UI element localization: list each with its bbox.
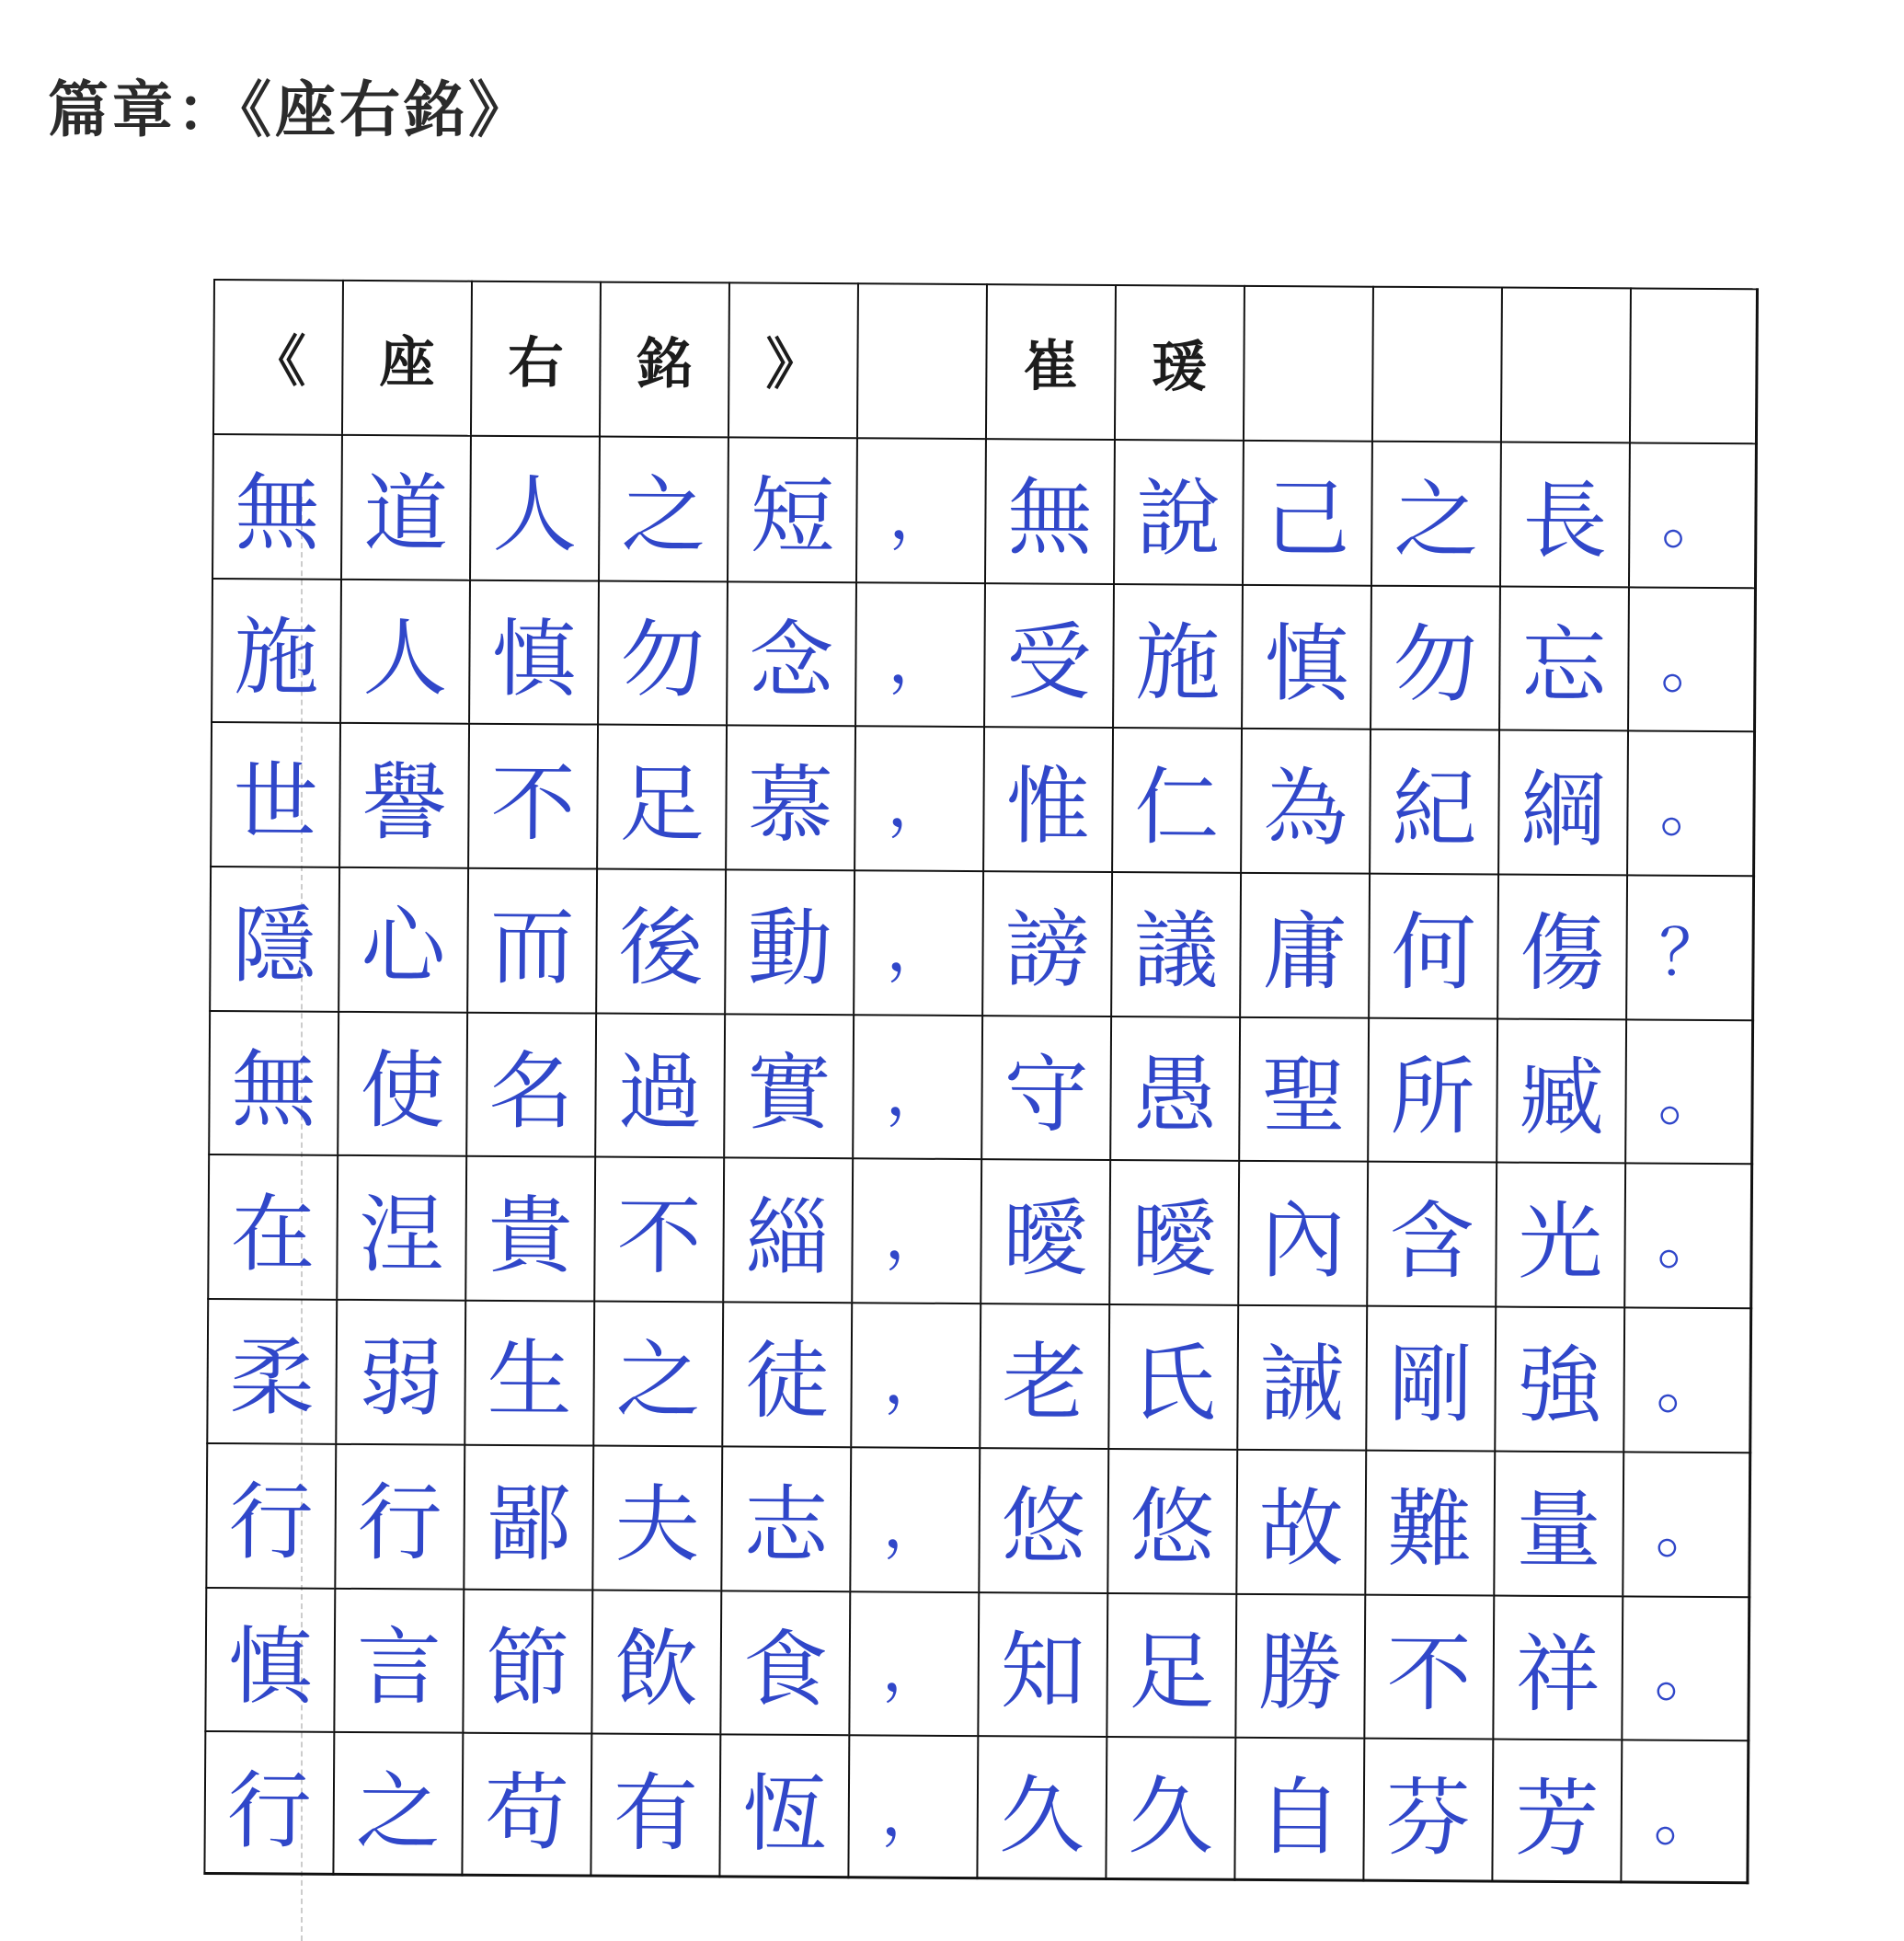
header-cell xyxy=(1243,285,1372,441)
handwritten-character-cell: 悠 xyxy=(978,1447,1107,1592)
handwritten-character-cell: 不 xyxy=(467,723,597,868)
header-cell xyxy=(1371,286,1501,442)
header-cell: 銘 xyxy=(599,281,728,437)
handwritten-punctuation-cell: ， xyxy=(848,1591,978,1736)
handwritten-character-cell: 苟 xyxy=(461,1732,591,1878)
handwritten-character-cell: 庸 xyxy=(1239,872,1369,1017)
header-cell: 》 xyxy=(728,281,857,437)
handwritten-punctuation-cell: ， xyxy=(849,1446,979,1591)
handwritten-character-cell: 難 xyxy=(1364,1449,1494,1594)
handwritten-character-cell: 道 xyxy=(340,434,470,580)
handwritten-character-cell: 臧 xyxy=(1496,1017,1625,1163)
handwritten-character-cell: 久 xyxy=(1105,1736,1234,1881)
handwritten-character-cell: 徒 xyxy=(721,1302,851,1447)
handwritten-character-cell: 久 xyxy=(976,1735,1106,1880)
handwritten-punctuation-cell: ， xyxy=(855,437,985,582)
handwritten-character-cell: 生 xyxy=(464,1300,593,1445)
handwritten-character-cell: 勿 xyxy=(1370,584,1499,729)
handwritten-character-cell: 長 xyxy=(1499,442,1629,587)
handwritten-character-cell: 慕 xyxy=(725,725,855,870)
handwritten-character-cell: 慎 xyxy=(204,1586,334,1731)
header-cell xyxy=(1629,287,1759,442)
handwritten-character-cell: 之 xyxy=(1371,441,1500,586)
handwritten-character-cell: 行 xyxy=(205,1442,335,1588)
handwritten-character-cell: 知 xyxy=(977,1591,1107,1737)
handwritten-character-cell: 剛 xyxy=(1365,1305,1495,1451)
header-cell xyxy=(856,282,986,438)
handwritten-character-cell: 無 xyxy=(212,433,341,579)
handwritten-character-cell: 受 xyxy=(983,582,1113,728)
handwritten-character-cell: 念 xyxy=(726,580,855,726)
handwritten-character-cell: 忘 xyxy=(1498,585,1628,730)
handwritten-character-cell: 己 xyxy=(1242,440,1371,585)
handwritten-character-cell: 在 xyxy=(207,1154,337,1299)
handwritten-character-cell: 曖 xyxy=(980,1159,1109,1304)
handwritten-character-cell: 行 xyxy=(203,1730,333,1876)
handwritten-character-cell: 所 xyxy=(1367,1016,1497,1162)
handwritten-punctuation-cell: ， xyxy=(853,869,982,1015)
header-cell: 座 xyxy=(341,280,471,435)
handwritten-punctuation-cell: ？ xyxy=(1625,874,1755,1019)
handwritten-character-cell: 足 xyxy=(1106,1591,1235,1737)
handwritten-character-cell: 使 xyxy=(337,1011,466,1156)
handwritten-character-cell: 芳 xyxy=(1491,1739,1621,1884)
handwritten-punctuation-cell: 。 xyxy=(1622,1451,1751,1596)
handwritten-character-cell: 夫 xyxy=(591,1444,721,1590)
handwritten-character-cell: 祥 xyxy=(1492,1594,1622,1740)
handwritten-punctuation-cell: ， xyxy=(854,726,983,871)
handwritten-character-cell: 芬 xyxy=(1362,1738,1492,1883)
handwritten-character-cell: 施 xyxy=(211,578,340,723)
handwritten-character-cell: 光 xyxy=(1495,1162,1624,1307)
header-cell: 瑗 xyxy=(1114,284,1244,440)
handwritten-character-cell: 鄙 xyxy=(463,1443,592,1589)
handwritten-punctuation-cell: ， xyxy=(847,1734,977,1879)
handwritten-character-cell: 內 xyxy=(1237,1160,1367,1305)
handwritten-character-cell: 心 xyxy=(338,867,467,1012)
handwritten-character-cell: 故 xyxy=(1235,1449,1365,1594)
handwritten-character-cell: 施 xyxy=(1112,583,1242,729)
handwritten-character-cell: 弱 xyxy=(335,1299,465,1444)
handwritten-character-cell: 慎 xyxy=(468,579,598,724)
handwritten-character-cell: 強 xyxy=(1494,1306,1623,1452)
handwritten-character-cell: 隱 xyxy=(209,866,338,1011)
header-cell: 崔 xyxy=(985,283,1115,439)
handwritten-punctuation-cell: 。 xyxy=(1620,1740,1749,1885)
handwritten-character-cell: 之 xyxy=(598,436,728,581)
handwritten-character-cell: 人 xyxy=(339,579,469,724)
header-cell xyxy=(1500,287,1630,442)
handwritten-character-cell: 不 xyxy=(1363,1593,1493,1739)
handwritten-character-cell: 譽 xyxy=(338,722,468,867)
handwritten-character-cell: 含 xyxy=(1366,1161,1496,1306)
handwritten-character-cell: 量 xyxy=(1493,1450,1623,1595)
header-cell: 《 xyxy=(212,279,342,434)
header-cell: 右 xyxy=(470,281,600,436)
handwritten-character-cell: 誡 xyxy=(1236,1304,1366,1450)
handwritten-punctuation-cell: 。 xyxy=(1626,730,1756,876)
handwritten-character-cell: 悠 xyxy=(1107,1448,1236,1593)
handwritten-character-cell: 之 xyxy=(592,1301,722,1446)
handwritten-character-cell: 無 xyxy=(208,1010,338,1155)
handwritten-character-cell: 世 xyxy=(210,721,339,867)
handwritten-character-cell: 說 xyxy=(1113,439,1243,584)
handwritten-character-cell: 曖 xyxy=(1108,1159,1238,1304)
handwritten-character-cell: 傷 xyxy=(1497,874,1626,1019)
handwritten-character-cell: 綱 xyxy=(1497,729,1627,875)
handwritten-character-cell: 勿 xyxy=(597,580,727,725)
handwritten-character-cell: 慎 xyxy=(1241,584,1371,729)
handwritten-character-cell: 恆 xyxy=(718,1734,848,1879)
handwritten-character-cell: 惟 xyxy=(982,726,1112,871)
handwritten-character-cell: 言 xyxy=(333,1587,463,1732)
handwritten-punctuation-cell: ， xyxy=(851,1158,981,1304)
handwritten-punctuation-cell: ， xyxy=(855,581,984,727)
handwritten-character-cell: 後 xyxy=(595,868,725,1014)
handwritten-character-cell: 行 xyxy=(334,1443,464,1589)
handwritten-character-cell: 節 xyxy=(462,1588,591,1733)
handwritten-character-cell: 緇 xyxy=(722,1157,852,1303)
handwritten-character-cell: 短 xyxy=(727,436,856,581)
handwritten-character-cell: 何 xyxy=(1368,873,1497,1018)
handwritten-character-cell: 涅 xyxy=(336,1154,465,1300)
handwritten-character-cell: 不 xyxy=(593,1156,723,1302)
page-heading: 篇章：《座右銘》 xyxy=(48,74,533,145)
handwritten-character-cell: 人 xyxy=(469,435,599,580)
handwritten-character-cell: 紀 xyxy=(1369,729,1498,874)
handwritten-character-cell: 自 xyxy=(1233,1737,1363,1882)
handwritten-character-cell: 實 xyxy=(723,1013,853,1158)
handwritten-character-cell: 為 xyxy=(1240,728,1370,873)
handwritten-character-cell: 動 xyxy=(724,868,854,1014)
handwritten-character-cell: 勝 xyxy=(1234,1592,1364,1738)
handwritten-punctuation-cell: 。 xyxy=(1623,1307,1752,1453)
handwritten-punctuation-cell: 。 xyxy=(1621,1595,1750,1740)
handwritten-character-cell: 無 xyxy=(984,438,1114,583)
handwritten-character-cell: 飲 xyxy=(591,1589,720,1734)
handwritten-character-cell: 聖 xyxy=(1238,1016,1368,1162)
handwritten-punctuation-cell: ， xyxy=(852,1014,981,1159)
handwritten-punctuation-cell: 。 xyxy=(1624,1018,1754,1164)
handwritten-character-cell: 足 xyxy=(596,724,726,869)
handwritten-punctuation-cell: 。 xyxy=(1623,1163,1753,1308)
handwritten-character-cell: 志 xyxy=(720,1445,850,1591)
handwritten-character-cell: 愚 xyxy=(1109,1016,1239,1161)
calligraphy-practice-grid xyxy=(203,279,1759,1884)
handwritten-punctuation-cell: 。 xyxy=(1627,586,1757,731)
handwritten-character-cell: 氏 xyxy=(1107,1304,1237,1449)
handwritten-character-cell: 之 xyxy=(332,1731,462,1877)
handwritten-character-cell: 有 xyxy=(590,1733,719,1878)
handwritten-punctuation-cell: 。 xyxy=(1628,442,1758,587)
handwritten-character-cell: 過 xyxy=(594,1012,724,1157)
handwritten-character-cell: 貴 xyxy=(465,1155,594,1301)
handwritten-character-cell: 謗 xyxy=(981,870,1111,1016)
handwritten-character-cell: 仁 xyxy=(1111,727,1241,872)
handwritten-character-cell: 議 xyxy=(1110,871,1240,1016)
handwritten-character-cell: 而 xyxy=(466,867,596,1013)
handwritten-character-cell: 老 xyxy=(979,1303,1108,1448)
handwritten-character-cell: 柔 xyxy=(206,1298,336,1443)
handwritten-character-cell: 食 xyxy=(719,1590,849,1735)
handwritten-punctuation-cell: ， xyxy=(850,1302,980,1447)
handwritten-character-cell: 名 xyxy=(465,1011,595,1156)
handwritten-character-cell: 守 xyxy=(981,1015,1110,1160)
